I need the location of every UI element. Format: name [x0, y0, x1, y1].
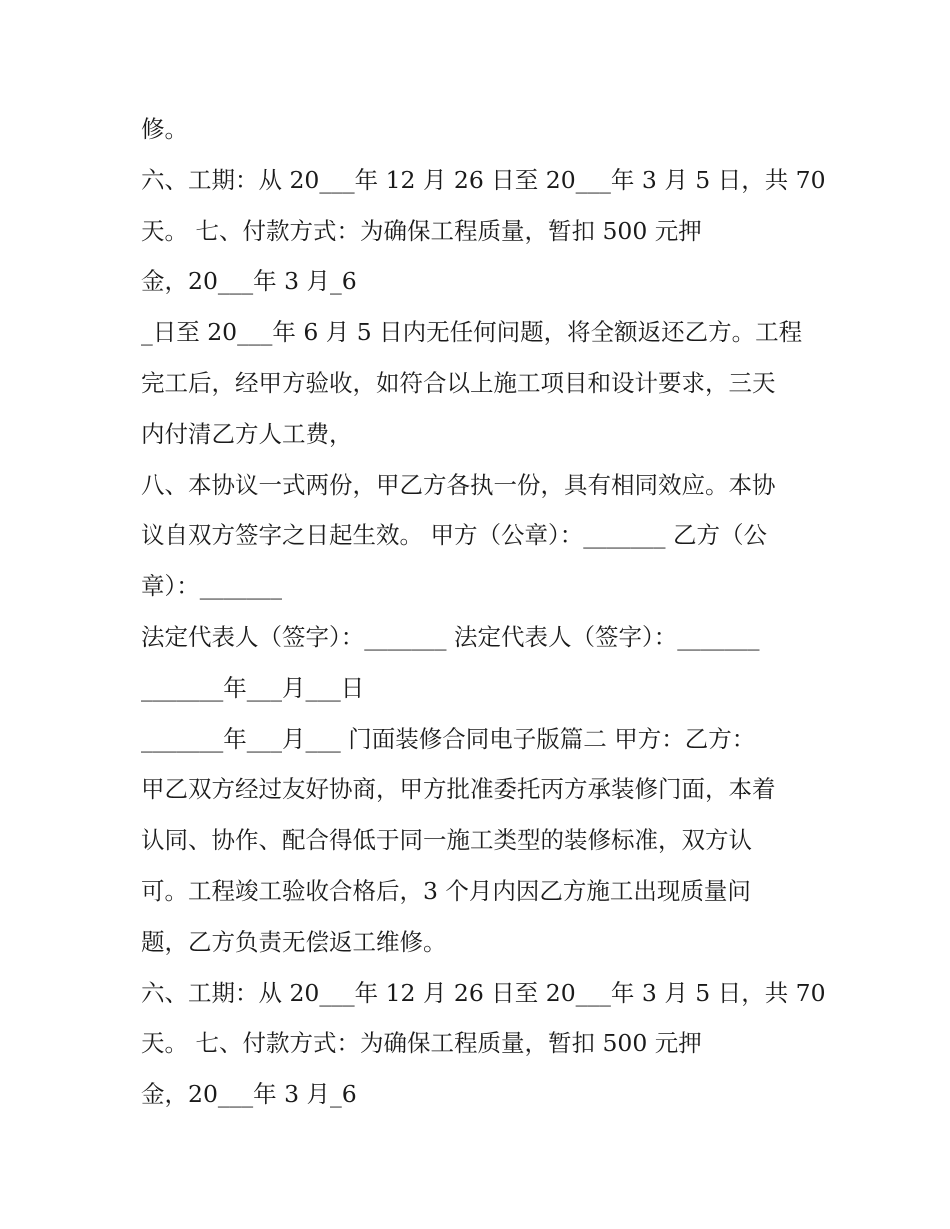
text-line: _日至 20___年 6 月 5 日内无任何问题，将全额返还乙方。工程	[141, 318, 803, 347]
text-line: 六、工期：从 20___年 12 月 26 日至 20___年 3 月 5 日，共 70	[141, 978, 826, 1007]
document-body	[141, 104, 831, 1120]
text-line: 修。	[141, 115, 188, 143]
text-line: 认同、协作、配合得低于同一施工类型的装修标准，双方认	[141, 826, 752, 855]
text-line: 题，乙方负责无偿返工维修。	[141, 927, 447, 956]
text-line: 内付清乙方人工费，	[141, 419, 353, 448]
text-line: 议自双方签字之日起生效。 甲方（公章）：_______ 乙方（公	[141, 521, 767, 550]
text-line: 金，20___年 3 月_6	[141, 267, 357, 296]
text-line: _______年___月___日	[141, 673, 365, 702]
text-line: 完工后，经甲方验收，如符合以上施工项目和设计要求，三天	[141, 368, 776, 397]
text-line: _______年___月___ 门面装修合同电子版篇二 甲方：乙方：	[141, 724, 756, 753]
text-line: 金，20___年 3 月_6	[141, 1080, 357, 1109]
text-line: 章）：_______	[141, 572, 282, 601]
text-line: 甲乙双方经过友好协商，甲方批准委托丙方承装修门面，本着	[141, 775, 776, 804]
text-line: 八、本协议一式两份，甲乙方各执一份，具有相同效应。本协	[141, 470, 776, 499]
text-line: 天。 七、付款方式：为确保工程质量，暂扣 500 元押	[141, 1029, 702, 1058]
text-line: 天。 七、付款方式：为确保工程质量，暂扣 500 元押	[141, 216, 702, 245]
text-line: 法定代表人（签字）：_______ 法定代表人（签字）：_______	[141, 622, 760, 651]
text-line: 六、工期：从 20___年 12 月 26 日至 20___年 3 月 5 日，共 70	[141, 165, 826, 194]
text-line: 可。工程竣工验收合格后，3 个月内因乙方施工出现质量问	[141, 876, 751, 905]
